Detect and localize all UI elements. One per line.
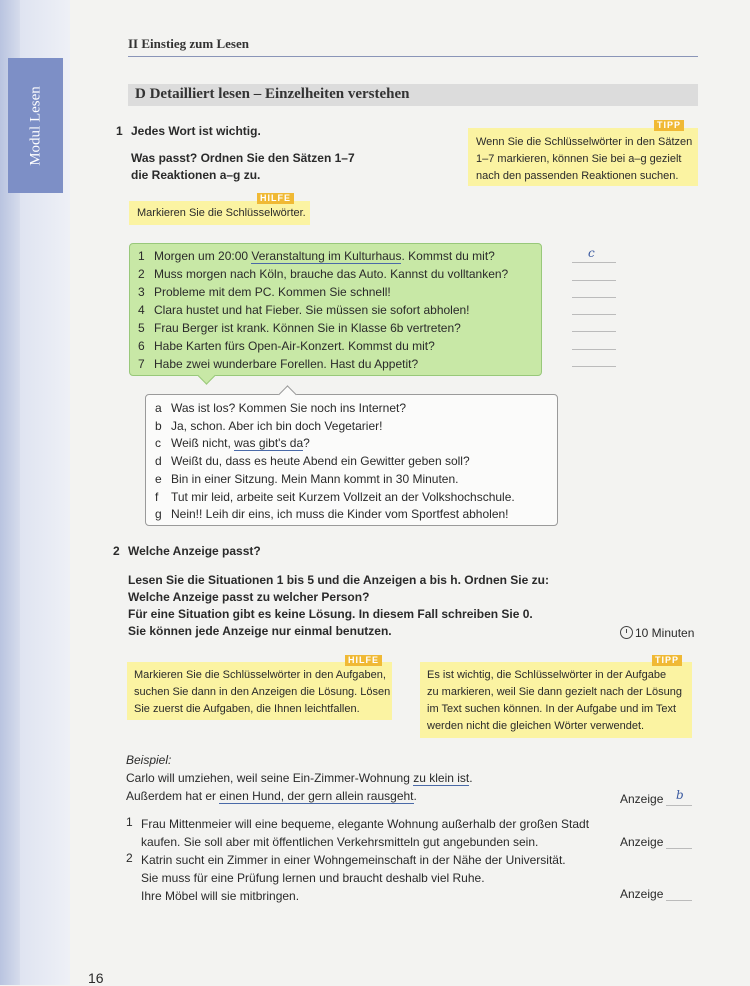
reaction-row: e Bin in einer Sitzung. Mein Mann kommt in 30 Minuten.: [155, 472, 459, 486]
situation-1-text: Frau Mittenmeier will eine bequeme, elegante Wohnung außerhalb der großen Stadt kaufen. Sie soll aber mit öffentlichen Verkehrsmitteln gut angebunden sein.: [141, 817, 590, 849]
example-line2: Außerdem hat er einen Hund, der gern allein rausgeht.: [126, 789, 417, 803]
task1-tipp-text: Wenn Sie die Schlüsselwörter in den Sätzen 1–7 markieren, können Sie bei a–g gezielt nach den passenden Reaktionen suchen.: [476, 136, 693, 182]
task1-number: 1: [116, 124, 123, 138]
task2-tipp-text: Es ist wichtig, die Schlüsselwörter in der Aufgabe zu markieren, weil Sie dann gezielt nach der Lösung im Text suchen können. In der Aufgabe und im Text werden nicht die gleichen Wörter verwendet.: [427, 669, 682, 732]
sentence-row: 7 Habe zwei wunderbare Forellen. Hast du Appetit?: [138, 357, 419, 371]
task1-hilfe-text: Markieren Sie die Schlüsselwörter.: [137, 207, 306, 219]
task1-tipp-box: [468, 120, 698, 186]
task2-number: 2: [113, 544, 120, 558]
answer-line[interactable]: [572, 331, 616, 332]
reaction-row: b Ja, schon. Aber ich bin doch Vegetarier!: [155, 419, 383, 433]
sidebar-module-tab[interactable]: [8, 58, 63, 193]
task2-hilfe-box: [127, 655, 392, 720]
example-anzeige-label: Anzeige: [620, 792, 664, 806]
reaction-row: g Nein!! Leih dir eins, ich muss die Kinder vom Sportfest abholen!: [155, 507, 509, 521]
hilfe-tag: HILFE: [345, 655, 382, 666]
chapter-header: II Einstieg zum Lesen: [128, 36, 249, 51]
answer-line[interactable]: [572, 280, 616, 281]
sentence-row: 1 Morgen um 20:00 Veranstaltung im Kulturhaus. Kommst du mit?: [138, 249, 495, 263]
situation-2-answer-line[interactable]: [666, 900, 692, 901]
reaction-row: f Tut mir leid, arbeite seit Kurzem Vollzeit an der Volkshochschule.: [155, 490, 515, 504]
example-label: Beispiel:: [126, 753, 172, 767]
example-answer-handwritten: b: [676, 788, 684, 802]
task2-tipp-box: [420, 655, 692, 738]
answer-1-handwritten: c: [588, 246, 595, 260]
example-line1: Carlo will umziehen, weil seine Ein-Zimmer-Wohnung zu klein ist.: [126, 771, 473, 785]
sentence-row: 4 Clara hustet und hat Fieber. Sie müssen sie sofort abholen!: [138, 303, 470, 317]
example-answer-line[interactable]: [666, 805, 692, 806]
sentence-row: 3 Probleme mit dem PC. Kommen Sie schnell!: [138, 285, 391, 299]
tipp-tag: TIPP: [654, 120, 684, 131]
hilfe-tag: HILFE: [257, 193, 294, 204]
answer-line[interactable]: [572, 262, 616, 263]
section-title: D Detailliert lesen – Einzelheiten verstehen: [135, 86, 410, 102]
clock-icon: [620, 626, 633, 639]
task2-instructions: Lesen Sie die Situationen 1 bis 5 und die Anzeigen a bis h. Ordnen Sie zu: Welche Anzeige passt zu welcher Person? Für eine Situation gibt es keine Lösung. In diesem Fall schreiben Sie 0. Sie können jede Anzeige nur einmal benutzen.: [128, 573, 549, 638]
sidebar-tab-label: Modul Lesen: [27, 85, 43, 166]
answer-line[interactable]: [572, 366, 616, 367]
task2-hilfe-text: Markieren Sie die Schlüsselwörter in den Aufgaben, suchen Sie dann in den Anzeigen die Lösung. Lösen Sie zuerst die Aufgaben, die Ihnen leichtfallen.: [134, 669, 391, 715]
sentence-row: 6 Habe Karten fürs Open-Air-Konzert. Kommst du mit?: [138, 339, 435, 353]
tipp-tag: TIPP: [652, 655, 682, 666]
sentence-row: 5 Frau Berger ist krank. Können Sie in Klasse 6b vertreten?: [138, 321, 461, 335]
reaction-row: c Weiß nicht, was gibt's da?: [155, 436, 310, 450]
page-number: 16: [88, 970, 104, 986]
reactions-box: [145, 394, 558, 526]
reaction-row: d Weißt du, dass es heute Abend ein Gewitter geben soll?: [155, 454, 470, 468]
answer-line[interactable]: [572, 349, 616, 350]
situation-1-anzeige-label: Anzeige: [620, 835, 664, 849]
task1-instruction-line1: Was passt? Ordnen Sie den Sätzen 1–7: [131, 151, 355, 165]
task1-instruction-line2: die Reaktionen a–g zu.: [131, 168, 261, 182]
reaction-row: a Was ist los? Kommen Sie noch ins Internet?: [155, 401, 406, 415]
situation-1-answer-line[interactable]: [666, 848, 692, 849]
section-title-bar: [128, 84, 698, 106]
answer-line[interactable]: [572, 314, 616, 315]
task1-hilfe-box: [129, 193, 310, 225]
header-divider: [128, 56, 698, 57]
situation-2-number: 2: [126, 851, 133, 865]
answer-line[interactable]: [572, 297, 616, 298]
task1-title: Jedes Wort ist wichtig.: [131, 124, 261, 138]
sentences-box: [129, 243, 542, 376]
sentence-row: 2 Muss morgen nach Köln, brauche das Auto. Kannst du volltanken?: [138, 267, 509, 281]
task2-time: 10 Minuten: [620, 626, 694, 640]
situation-2-text: Katrin sucht ein Zimmer in einer Wohngemeinschaft in der Nähe der Universität. Sie muss für eine Prüfung lernen und braucht deshalb viel Ruhe. Ihre Möbel will sie mitbringen.: [141, 853, 566, 903]
situation-1-number: 1: [126, 815, 133, 829]
task2-title: Welche Anzeige passt?: [128, 544, 261, 558]
situation-2-anzeige-label: Anzeige: [620, 887, 664, 901]
